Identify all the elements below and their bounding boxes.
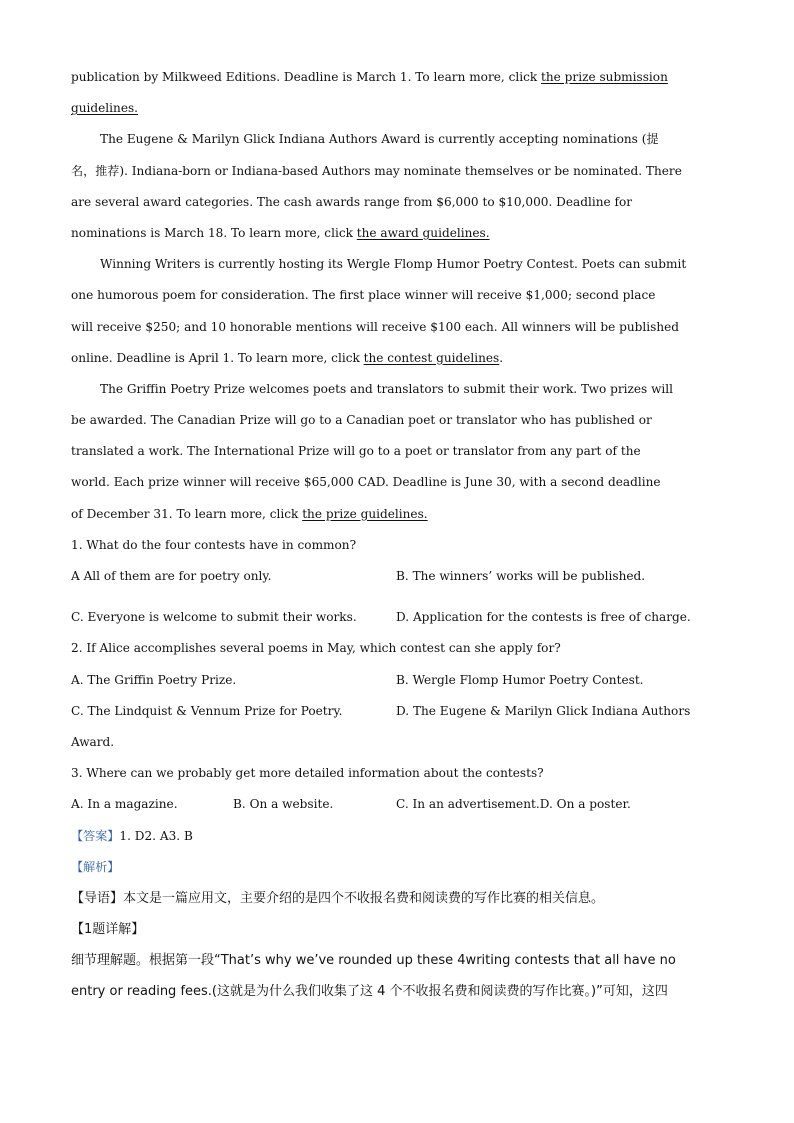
passage-p3-line3: will receive $250; and 10 honorable mentions will receive $100 each. All winners will be published: [71, 319, 680, 334]
prize-guidelines-link[interactable]: the prize guidelines.: [302, 506, 428, 521]
passage-p4-line4: world. Each prize winner will receive $65,000 CAD. Deadline is June 30, with a second deadline: [71, 475, 661, 490]
passage-text: publication by Milkweed Editions. Deadline is March 1. To learn more, click: [71, 70, 542, 84]
question-2-option-c: C. The Lindquist & Vennum Prize for Poetry.: [71, 703, 343, 718]
passage-p4-line3: translated a work. The International Prize will go to a poet or translator from any part of the: [71, 444, 641, 459]
passage-text: .: [499, 350, 504, 365]
question-3-options: [71, 789, 723, 820]
answer-line: [71, 821, 723, 852]
analysis-detail-line1: 细节理解题。根据第一段“That’s why we’ve rounded up these 4writing contests that all have no: [71, 953, 676, 969]
spacer: [71, 592, 723, 602]
question-1-options-ab: [71, 561, 723, 592]
question-2-stem: 2. If Alice accomplishes several poems in May, which contest can she apply for?: [71, 641, 561, 656]
prize-submission-link-cont[interactable]: guidelines.: [71, 101, 139, 116]
passage-p1-line1: [71, 62, 723, 93]
contest-guidelines-link[interactable]: the contest guidelines: [363, 350, 500, 365]
analysis-guide: 【导语】本文是一篇应用文，主要介绍的是四个不收报名费和阅读费的写作比赛的相关信息。: [71, 890, 605, 906]
question-1-stem: 1. What do the four contests have in common?: [71, 537, 357, 552]
question-2-options-ab: [71, 665, 723, 696]
question-1-option-b: B. The winners’ works will be published.: [396, 569, 646, 583]
award-guidelines-link[interactable]: the award guidelines.: [356, 225, 490, 240]
passage-p4-line1: The Griffin Poetry Prize welcomes poets and translators to submit their work. Two prizes will: [100, 381, 674, 396]
document-page: [71, 62, 723, 1008]
prize-submission-link[interactable]: the prize submission: [541, 70, 668, 84]
passage-text: nominations is March 18. To learn more, click: [71, 225, 357, 240]
question-2-option-b: B. Wergle Flomp Humor Poetry Contest.: [396, 672, 644, 687]
passage-p1-line2: [71, 93, 723, 124]
question-3-option-a: A. In a magazine.: [71, 797, 178, 812]
analysis-detail-line2: entry or reading fees.(这就是为什么我们收集了这 4 个不收报名费和阅读费的写作比赛。)”可知，这四: [71, 984, 668, 1000]
passage-text: of December 31. To learn more, click: [71, 506, 303, 521]
passage-p4-line5: [71, 499, 723, 530]
question-3-option-b: B. On a website.: [233, 797, 334, 812]
passage-p4-line2: be awarded. The Canadian Prize will go to a Canadian poet or translator who has published or: [71, 413, 652, 428]
answer-label: 【答案】: [71, 828, 120, 843]
passage-p2-line4: [71, 218, 723, 249]
passage-p2-line2: 名，推荐). Indiana-born or Indiana-based Authors may nominate themselves or be nominated. There: [71, 163, 682, 178]
question-3-option-c: C. In an advertisement.: [396, 797, 540, 812]
question-2-options-cd: [71, 696, 723, 727]
passage-p2-line1: The Eugene & Marilyn Glick Indiana Authors Award is currently accepting nominations (提: [100, 132, 659, 147]
question-3-option-d: D. On a poster.: [539, 797, 631, 812]
question-2-option-d-cont: Award.: [71, 734, 115, 749]
question-2-option-a: A. The Griffin Poetry Prize.: [71, 672, 237, 687]
answer-text: 1. D2. A3. B: [119, 828, 193, 843]
question-2-option-d: D. The Eugene & Marilyn Glick Indiana Authors: [396, 703, 691, 718]
passage-p3-line1: Winning Writers is currently hosting its Wergle Flomp Humor Poetry Contest. Poets can submit: [100, 257, 687, 272]
passage-p3-line2: one humorous poem for consideration. The first place winner will receive $1,000; second place: [71, 288, 656, 303]
analysis-line: [71, 852, 723, 883]
q1-detail-label: 【1题详解】: [71, 922, 145, 938]
passage-text: online. Deadline is April 1. To learn more, click: [71, 350, 364, 365]
question-1-option-d: D. Application for the contests is free of charge.: [396, 610, 691, 625]
question-3-stem: 3. Where can we probably get more detailed information about the contests?: [71, 766, 544, 781]
analysis-label: 【解析】: [71, 859, 120, 874]
question-1-options-cd: [71, 602, 723, 633]
passage-p3-line4: [71, 343, 723, 374]
question-1-option-a: A All of them are for poetry only.: [71, 569, 272, 583]
question-1-option-c: C. Everyone is welcome to submit their works.: [71, 610, 357, 625]
passage-p2-line3: are several award categories. The cash awards range from $6,000 to $10,000. Deadline for: [71, 194, 633, 209]
